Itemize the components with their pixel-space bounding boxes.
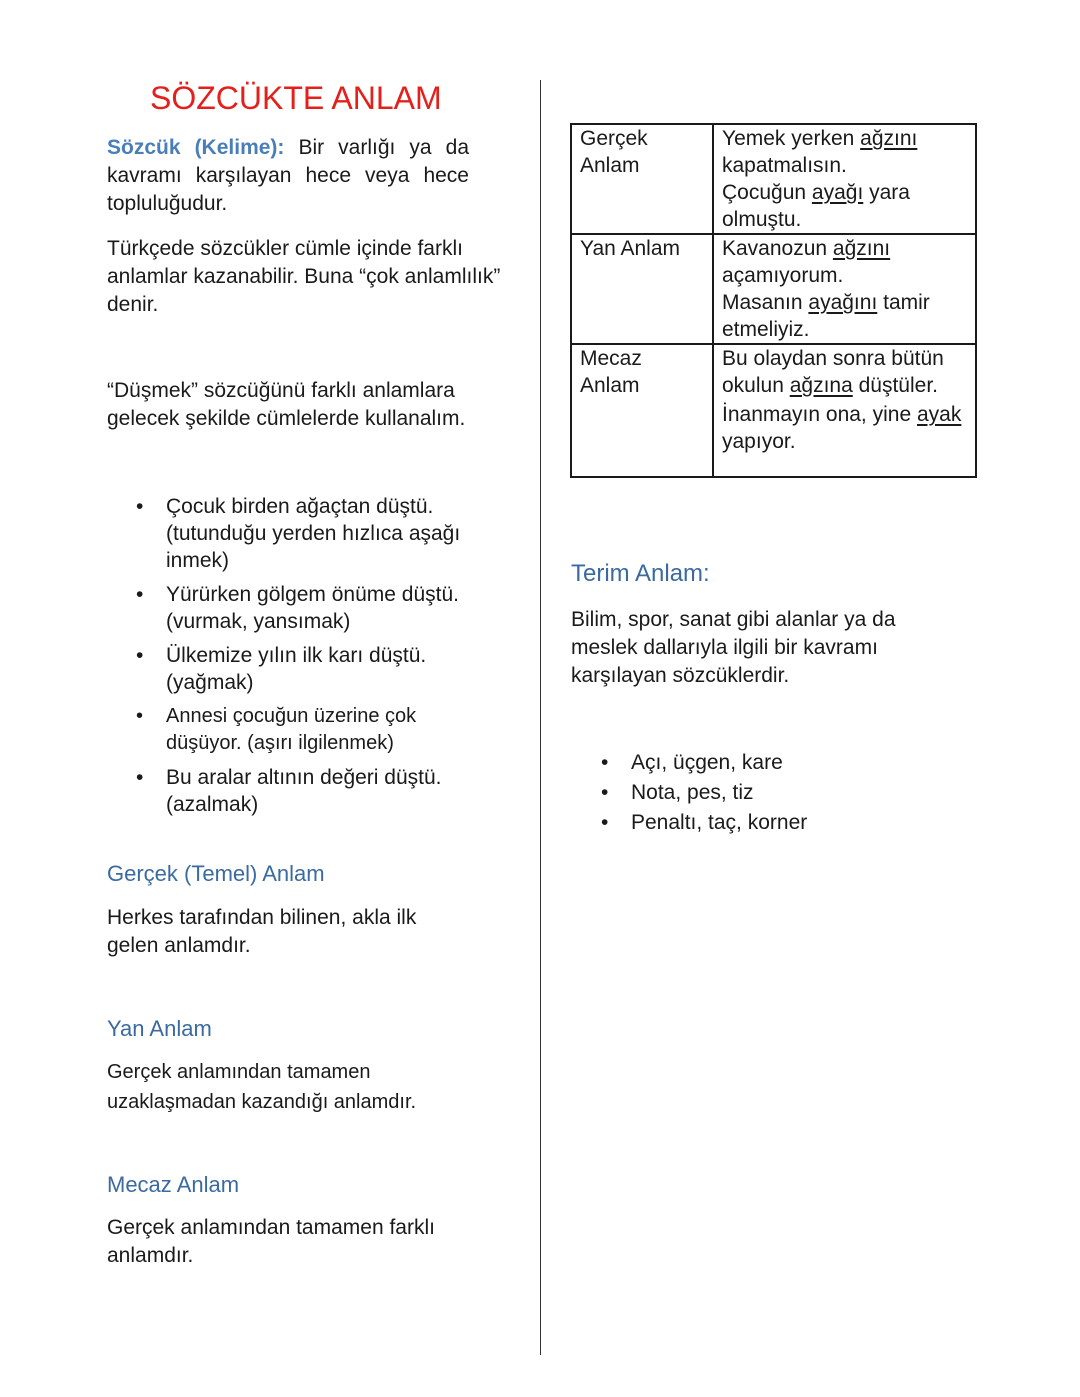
table-label-cell: Yan Anlam — [571, 234, 713, 344]
definition-paragraph — [107, 134, 469, 218]
yan-heading: Yan Anlam — [107, 1016, 212, 1041]
bullet-icon: • — [136, 766, 144, 789]
definition-text: Bir varlığı ya da kavramı karşılayan hece veya hece topluluğudur. — [107, 136, 469, 215]
terim-example-list — [601, 749, 901, 839]
underlined-word: ayağı — [811, 181, 864, 204]
table-row — [571, 124, 976, 234]
mecaz-text: Gerçek anlamından tamamen farklı anlamdır. — [107, 1216, 435, 1267]
underlined-word: ağzını — [860, 127, 918, 150]
table-example-cell: Yemek yerken ağzını kapatmalısın. Çocuğun ayağı yara olmuştu. — [713, 124, 976, 234]
intro-paragraph: Türkçede sözcükler cümle içinde farklı anlamlar kazanabilir. Buna “çok anlamlılık” denir. — [107, 237, 501, 316]
underlined-word: ayak — [916, 403, 962, 426]
bullet-icon: • — [136, 495, 144, 518]
bullet-icon: • — [136, 705, 144, 727]
dusmek-intro: “Düşmek” sözcüğünü farklı anlamlara gelecek şekilde cümlelerde kullanalım. — [107, 379, 466, 430]
list-item: • Ülkemize yılın ilk karı düştü. (yağmak) — [136, 644, 427, 694]
definition-term: Sözcük (Kelime): — [107, 136, 285, 159]
gercek-text: Herkes tarafından bilinen, akla ilk gelen anlamdır. — [107, 906, 417, 957]
column-divider — [540, 80, 541, 1355]
mecaz-heading: Mecaz Anlam — [107, 1172, 240, 1197]
list-item: • Annesi çocuğun üzerine çok düşüyor. (aşırı ilgilenmek) — [136, 705, 417, 754]
underlined-word: ağzına — [789, 374, 853, 397]
bullet-icon: • — [136, 644, 144, 667]
table-example-cell: Kavanozun ağzını açamıyorum. Masanın ayağını tamir etmeliyiz. — [713, 234, 976, 344]
table-example-cell: Bu olaydan sonra bütün okulun ağzına düştüler. İnanmayın ona, yine ayak yapıyor. — [713, 344, 976, 477]
terim-text: Bilim, spor, sanat gibi alanlar ya da meslek dallarıyla ilgili bir kavramı karşılayan sözcüklerdir. — [571, 608, 896, 687]
bullet-icon: • — [136, 583, 144, 606]
bullet-icon: • — [601, 811, 609, 834]
terim-heading: Terim Anlam: — [571, 560, 710, 587]
yan-text: Gerçek anlamından tamamen uzaklaşmadan kazandığı anlamdır. — [107, 1061, 417, 1113]
list-item: • Çocuk birden ağaçtan düştü. (tutunduğu yerden hızlıca aşağı inmek) — [136, 495, 461, 572]
underlined-word: ağzını — [832, 237, 891, 260]
table-row — [571, 344, 976, 477]
list-item: • Yürürken gölgem önüme düştü. (vurmak, yansımak) — [136, 583, 460, 633]
list-item: • Penaltı, taç, korner — [601, 811, 808, 834]
table-row — [571, 234, 976, 344]
meaning-table — [570, 123, 977, 478]
underlined-word: ayağını — [808, 291, 878, 314]
list-item: • Açı, üçgen, kare — [601, 751, 783, 774]
table-label-cell: Mecaz Anlam — [571, 344, 713, 477]
bullet-icon: • — [601, 781, 609, 804]
dusmek-example-list — [136, 493, 481, 825]
list-item: • Nota, pes, tiz — [601, 781, 754, 804]
list-item: • Bu aralar altının değeri düştü. (azalmak) — [136, 766, 442, 816]
gercek-heading: Gerçek (Temel) Anlam — [107, 861, 325, 886]
bullet-icon: • — [601, 751, 609, 774]
table-label-cell: Gerçek Anlam — [571, 124, 713, 234]
page-title: SÖZCÜKTE ANLAM — [150, 80, 442, 116]
